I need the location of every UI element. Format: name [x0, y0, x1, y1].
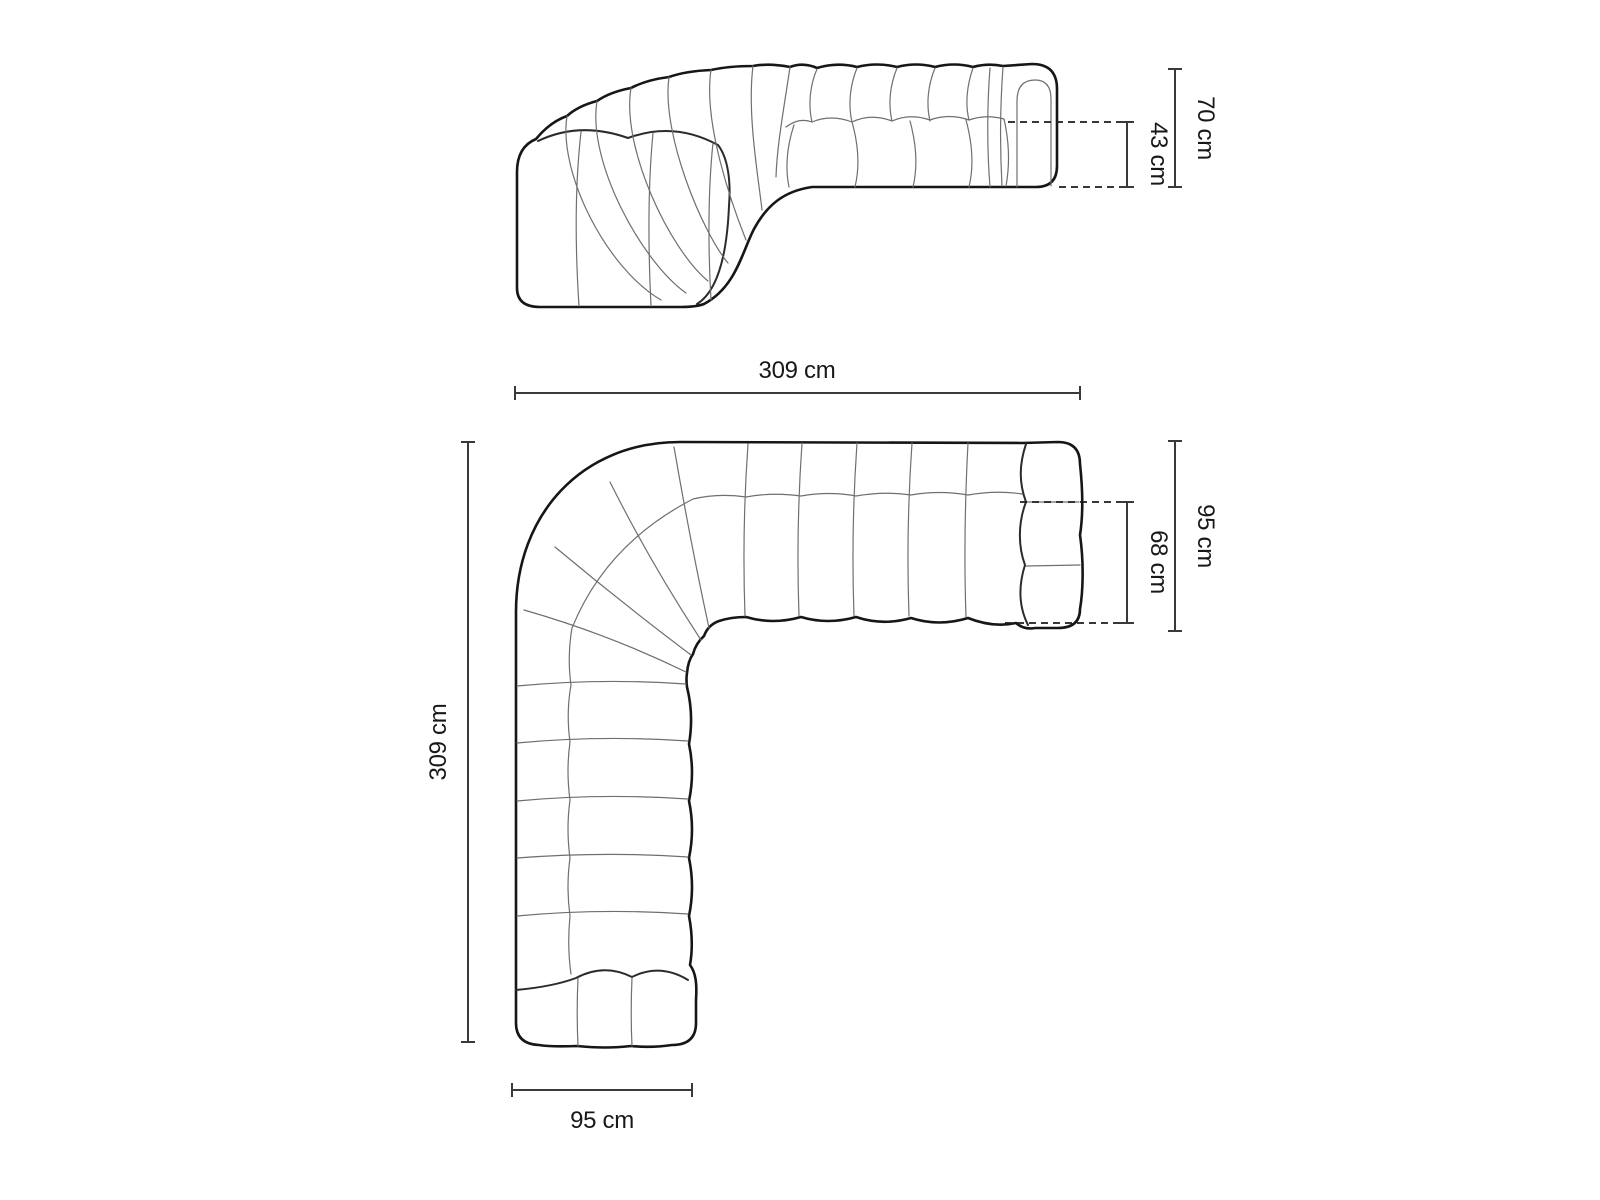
seat-height-label: 43 cm: [1145, 122, 1172, 186]
front-view: [517, 64, 1127, 307]
seat-height-dim-line: [1120, 122, 1134, 187]
front-sofa-silhouette: [517, 64, 1057, 307]
total-height-label: 70 cm: [1192, 96, 1219, 160]
seat-depth-label: 68 cm: [1145, 530, 1172, 594]
seat-depth-dim-line: [1120, 502, 1134, 623]
module-depth-label: 95 cm: [1192, 504, 1219, 568]
total-width-dim-line: [515, 386, 1080, 400]
total-width-label: 309 cm: [758, 357, 836, 384]
total-depth-dim-line: [461, 442, 475, 1042]
plan-view: [516, 442, 1127, 1048]
module-width-dim-line: [512, 1083, 692, 1097]
total-depth-label: 309 cm: [425, 703, 452, 781]
plan-sofa-silhouette: [516, 442, 1083, 1048]
module-width-label: 95 cm: [570, 1107, 634, 1134]
